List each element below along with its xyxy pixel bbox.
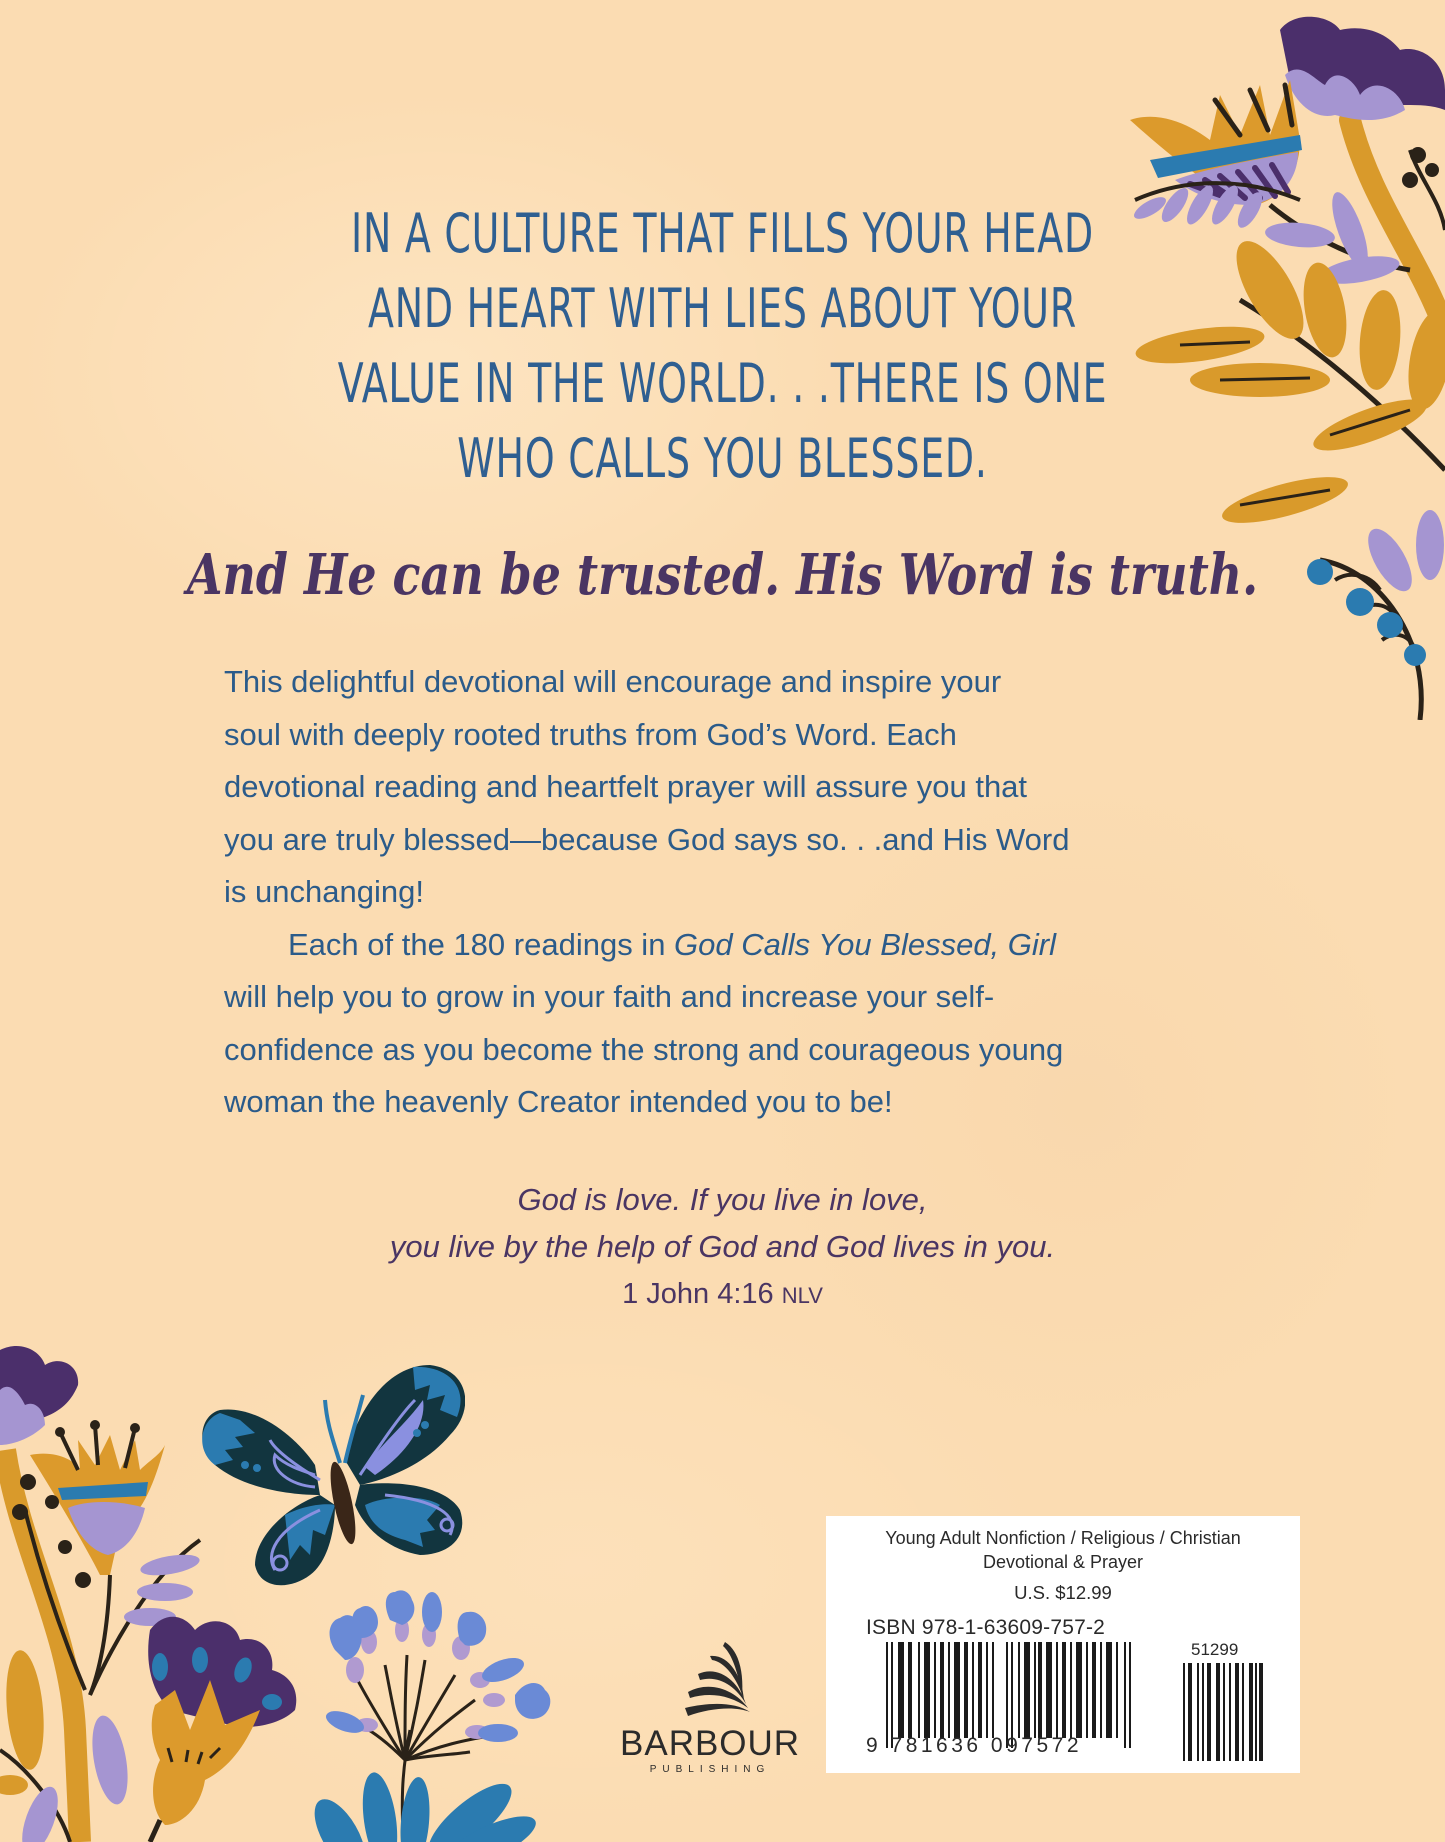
description-line — [224, 919, 1224, 972]
headline-line: VALUE IN THE WORLD. . .THERE IS ONE — [337, 352, 1108, 415]
publisher-logo — [620, 1640, 800, 1780]
description-line: This delightful devotional will encourage and inspire your — [224, 664, 1002, 699]
description — [224, 656, 1224, 1129]
description-line: soul with deeply rooted truths from God’s Word. Each — [224, 716, 957, 752]
barcode-box — [826, 1516, 1300, 1773]
category-line: Devotional & Prayer — [982, 1552, 1144, 1572]
headline-line: WHO CALLS YOU BLESSED. — [457, 427, 988, 490]
scripture-reference — [0, 1278, 1445, 1311]
description-line: is unchanging! — [224, 874, 424, 909]
scripture-quote — [0, 1176, 1445, 1270]
description-paragraph-1 — [224, 656, 1224, 919]
isbn-barcode-icon — [886, 1642, 1136, 1748]
description-line: devotional reading and heartfelt prayer will assure you that — [224, 769, 1028, 804]
tagline: And He can be trusted. His Word is truth. — [186, 542, 1259, 608]
scripture-line: you live by the help of God and God lives in you. — [389, 1229, 1056, 1264]
category-label — [826, 1526, 1300, 1574]
publisher-name: BARBOUR — [620, 1724, 801, 1763]
description-text: Each of the 180 readings in — [288, 926, 675, 962]
reference-book: 1 John 4:16 — [622, 1278, 774, 1310]
headline — [0, 196, 1445, 496]
description-line: you are truly blessed—because God says so. . .and His Word — [224, 821, 1070, 857]
headline-line: IN A CULTURE THAT FILLS YOUR HEAD — [351, 202, 1094, 265]
isbn-label: ISBN 978-1-63609-757-2 — [866, 1616, 1106, 1639]
description-line: will help you to grow in your faith and increase your self- — [224, 979, 995, 1014]
publisher-subtitle: PUBLISHING — [649, 1764, 771, 1775]
reference-version: NLV — [781, 1283, 823, 1308]
category-line: Young Adult Nonfiction / Religious / Christian — [885, 1528, 1241, 1548]
description-paragraph-2 — [224, 919, 1224, 1129]
open-book-icon — [680, 1640, 755, 1718]
butterfly-illustration-icon — [195, 1355, 465, 1590]
price-code-label: 51299 — [1191, 1640, 1239, 1659]
price-label: U.S. $12.99 — [1014, 1582, 1112, 1603]
book-title: God Calls You Blessed, Girl — [674, 926, 1056, 962]
scripture-line: God is love. If you live in love, — [517, 1182, 928, 1217]
headline-line: AND HEART WITH LIES ABOUT YOUR — [368, 277, 1077, 340]
description-line: confidence as you become the strong and courageous young — [224, 1031, 1064, 1067]
price-barcode-icon — [1183, 1663, 1263, 1761]
description-line: woman the heavenly Creator intended you to be! — [224, 1084, 893, 1119]
barcode-digits: 9 781636 097572 — [866, 1734, 1082, 1757]
